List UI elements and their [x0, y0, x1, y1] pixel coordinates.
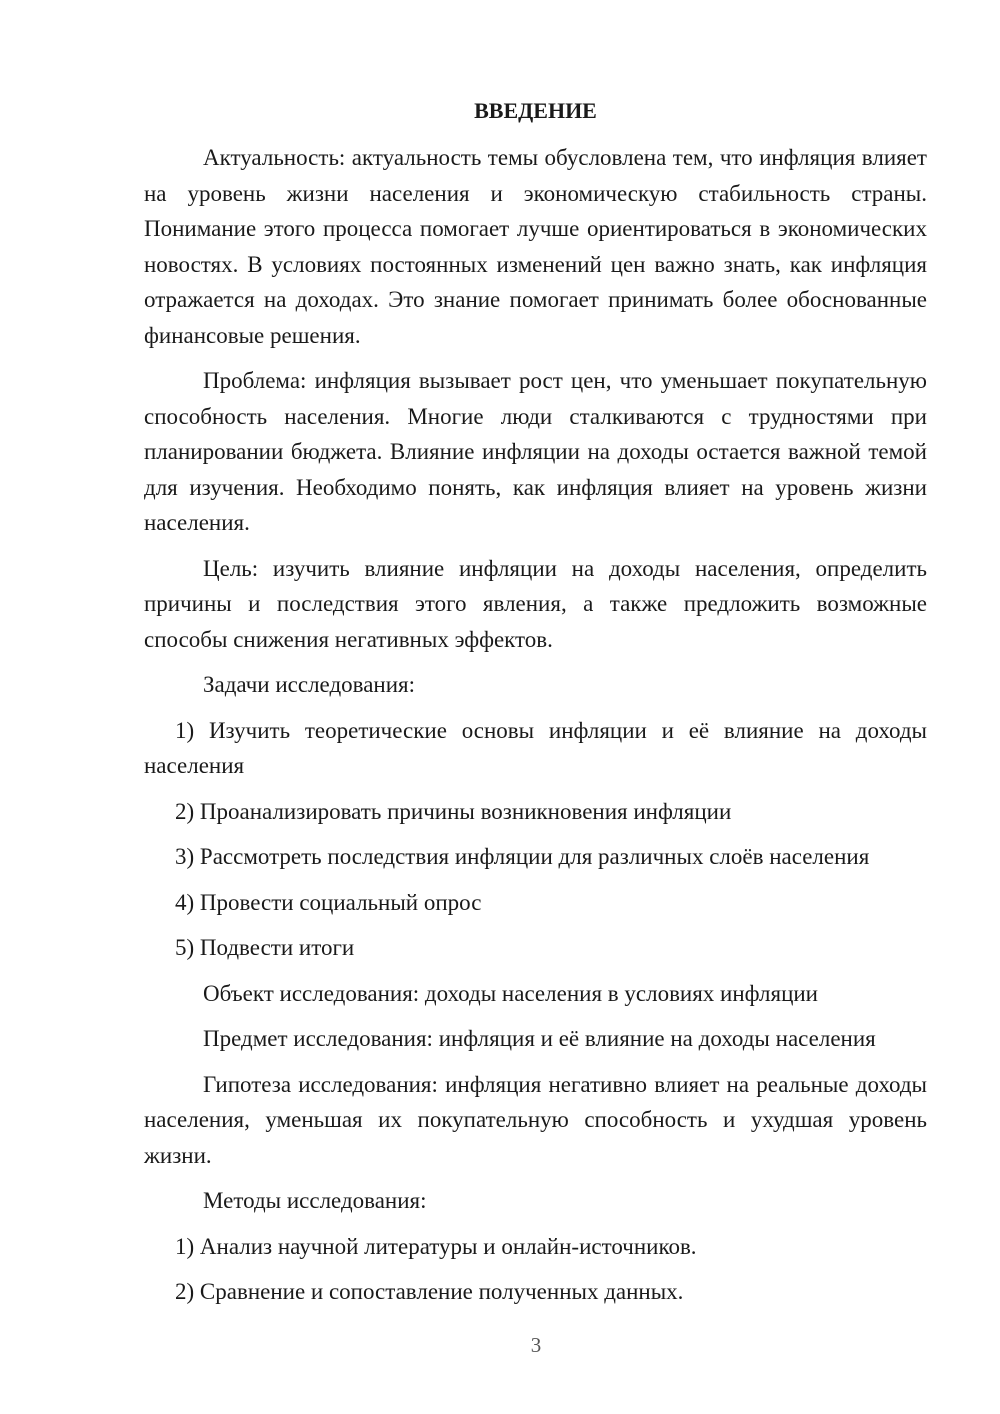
- tasks-heading: Задачи исследования:: [203, 672, 416, 697]
- subject-paragraph: Предмет исследования: инфляция и её влияние на доходы населения: [203, 1026, 876, 1051]
- task-item: 2) Проанализировать причины возникновения инфляции: [175, 798, 732, 824]
- task-item: 1) Изучить теоретические основы инфляции и её влияние на доходы населения: [144, 717, 927, 778]
- page-number: 3: [530, 1333, 542, 1357]
- object-paragraph: Объект исследования: доходы населения в условиях инфляции: [203, 980, 818, 1006]
- page-content: [144, 96, 927, 1320]
- relevance-paragraph: Актуальность: актуальность темы обусловлена тем, что инфляция влияет на уровень жизни населения и экономическую стабильность страны. Понимание этого процесса помогает лучше ориентироваться в экономических новостях. В условиях постоянных изменений цен важно знать, как инфляция отражается на доходах. Это знание помогает принимать более обоснованные финансовые решения.: [144, 145, 927, 348]
- section-title: ВВЕДЕНИЕ: [474, 98, 597, 123]
- hypothesis-paragraph: Гипотеза исследования: инфляция негативно влияет на реальные доходы населения, уменьшая их покупательную способность и ухудшая уровень жизни.: [144, 1071, 927, 1168]
- task-item: 4) Провести социальный опрос: [175, 889, 482, 915]
- methods-heading: Методы исследования:: [203, 1188, 427, 1213]
- goal-paragraph: Цель: изучить влияние инфляции на доходы населения, определить причины и последствия этого явления, а также предложить возможные способы снижения негативных эффектов.: [144, 555, 927, 652]
- method-item: 2) Сравнение и сопоставление полученных данных.: [175, 1279, 684, 1304]
- task-item: 5) Подвести итоги: [175, 935, 355, 960]
- method-item: 1) Анализ научной литературы и онлайн-источников.: [175, 1233, 697, 1259]
- problem-paragraph: Проблема: инфляция вызывает рост цен, что уменьшает покупательную способность населения. Многие люди сталкиваются с трудностями при планировании бюджета. Влияние инфляции на доходы остается важной темой для изучения. Необходимо понять, как инфляция влияет на уровень жизни населения.: [144, 368, 927, 535]
- task-item: 3) Рассмотреть последствия инфляции для различных слоёв населения: [175, 844, 870, 869]
